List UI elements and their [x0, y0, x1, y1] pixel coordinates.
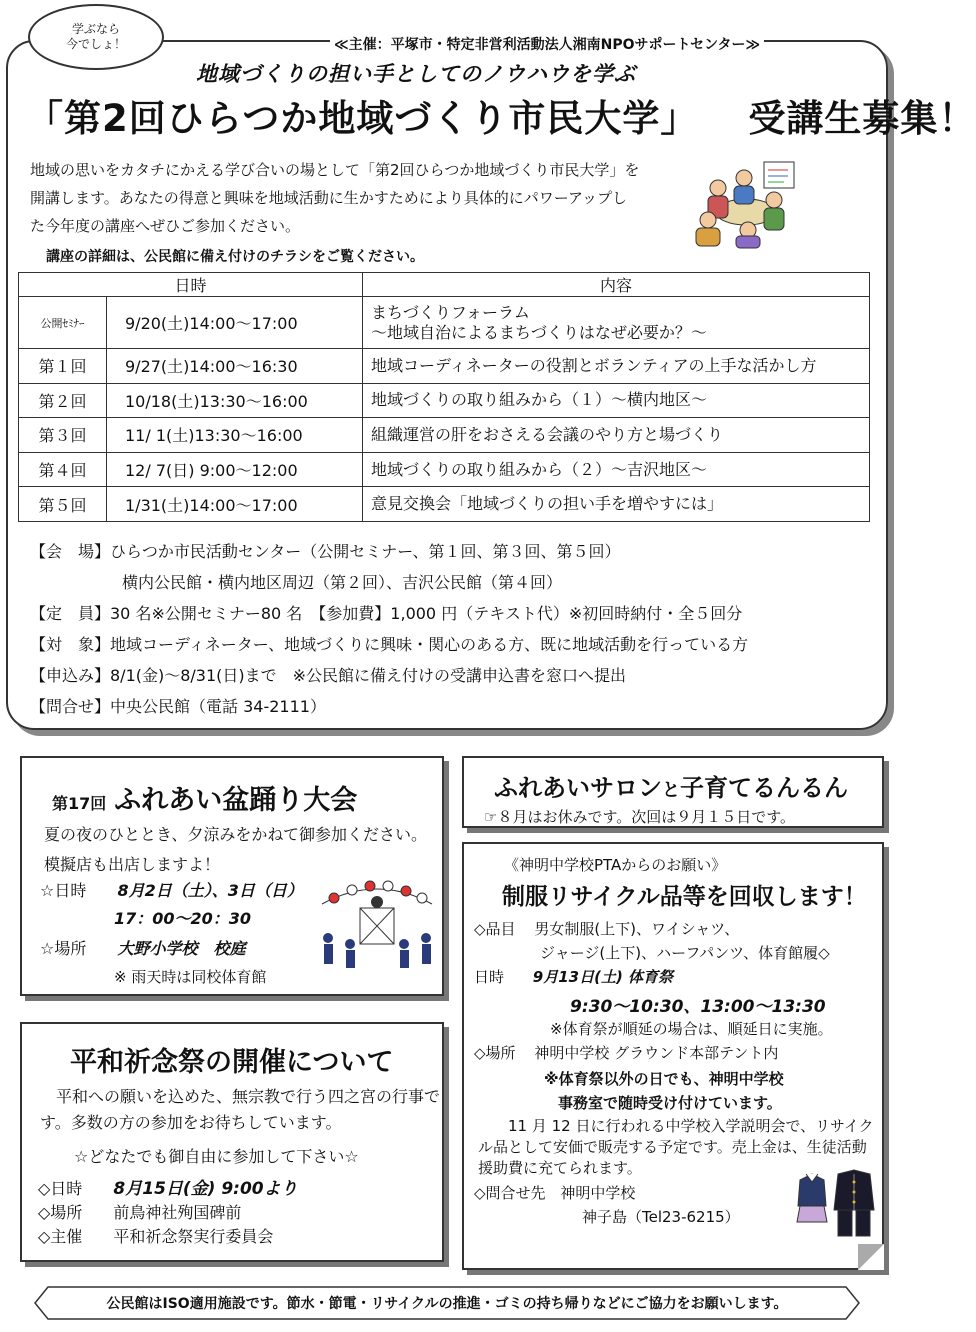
salon-title-a: ふれあいサロン: [494, 774, 662, 802]
session-number: 第１回: [19, 349, 107, 384]
table-row: [19, 349, 870, 384]
bon-title-small: 第17回: [52, 794, 107, 813]
bon-rain-note: ※ 雨天時は同校体育館: [114, 968, 267, 986]
session-content: 地域コーディネーターの役割とボランティアの上手な活かし方: [363, 349, 870, 384]
bon-date: 8月2日（土）、3日（日）: [117, 881, 303, 900]
items-label: ◇品目: [474, 920, 516, 938]
bon-date-label: ☆日時: [40, 881, 87, 900]
peace-free-note: ☆どなたでも御自由に参加して下さい☆: [74, 1147, 359, 1166]
info-block: [30, 536, 880, 722]
venue-line1: 【会 場】ひらつか市民活動センター（公開セミナー、第１回、第３回、第５回）: [30, 542, 621, 561]
contact-line1: 神明中学校: [560, 1184, 636, 1202]
capacity-line: 【定 員】30 名※公開セミナー80 名 【参加費】1,000 円（テキスト代）※初回時納付・全５回分: [30, 604, 743, 623]
page-curl: [858, 1244, 884, 1270]
meeting-illustration: [688, 158, 800, 250]
intro-text: 地域の思いをカタチにかえる学び合いの場として「第2回ひらつか地域づくり市民大学」を開講します。あなたの得意と興味を地域活動に生かすためにより具体的にパワーアップした今年度の講座へぜひご参加ください。: [30, 161, 640, 235]
date-label: 日時: [474, 968, 505, 986]
session-number: 第４回: [19, 452, 107, 487]
peace-title: 平和祈念祭の開催について: [70, 1047, 394, 1078]
peace-place-row: [38, 1200, 241, 1223]
bon-place: 大野小学校 校庭: [117, 939, 246, 958]
session-content: 地域づくりの取り組みから（１）～横内地区～: [363, 383, 870, 418]
bon-text: 夏の夜のひととき、夕涼みをかねて御参加ください。模擬店も出店しますよ！: [44, 825, 427, 874]
subtitle: 地域づくりの担い手としてのノウハウを学ぶ: [196, 62, 636, 86]
venue-line2: 横内公民館・横内地区周辺（第２回）、吉沢公民館（第４回）: [122, 573, 563, 592]
salon-box: [462, 756, 884, 828]
detail-note: 講座の詳細は、公民館に備え付けのチラシをご覧ください。: [46, 249, 424, 265]
uniform-illustration: [794, 1166, 880, 1238]
bubble-line1: 学ぶなら: [71, 22, 120, 36]
apply-line: 【申込み】8/1(金)～8/31(日)まで ※公民館に備え付けの受講申込書を窓口へ提出: [30, 666, 627, 685]
peace-date-row: [38, 1174, 298, 1199]
schedule-table: [18, 272, 870, 522]
uniform-contact-row: [474, 1182, 635, 1203]
bon-place-row: [40, 936, 245, 959]
content-line1: まちづくりフォーラム: [371, 302, 530, 322]
peace-place: 前鳥神社殉国碑前: [113, 1203, 242, 1222]
session-content: 意見交換会「地域づくりの担い手を増やすには」: [363, 487, 870, 522]
peace-date-label: ◇日時: [38, 1179, 83, 1198]
session-content: 組織運営の肝をおさえる会議のやり方と場づくり: [363, 418, 870, 453]
uniform-date: 9月13日(土) 体育祭: [532, 968, 674, 986]
header-date: 日時: [19, 273, 363, 297]
bon-place-label: ☆場所: [40, 939, 87, 958]
table-row: [19, 383, 870, 418]
session-number: 公開ｾﾐﾅｰ: [19, 297, 107, 349]
peace-host-row: [38, 1224, 273, 1247]
table-row: [19, 418, 870, 453]
bon-title: [52, 778, 357, 817]
footer-banner: [34, 1286, 860, 1320]
contact-line: 【問合せ】中央公民館（電話 34-2111）: [30, 697, 326, 716]
bon-odori-box: [20, 756, 444, 996]
session-date: 10/18(土)13:30～16:00: [107, 383, 363, 418]
place-label: ◇場所: [474, 1044, 516, 1062]
session-content: [363, 297, 870, 349]
salon-title: [494, 768, 848, 803]
table-row: [19, 297, 870, 349]
peace-place-label: ◇場所: [38, 1203, 83, 1222]
session-number: 第３回: [19, 418, 107, 453]
session-number: 第２回: [19, 383, 107, 418]
session-date: 12/ 7(日) 9:00～12:00: [107, 452, 363, 487]
session-date: 9/27(土)14:00～16:30: [107, 349, 363, 384]
header-content: 内容: [363, 273, 870, 297]
uniform-title: 制服リサイクル品等を回収します！: [502, 884, 867, 910]
salon-title-b: 子育てるんるん: [680, 774, 848, 802]
uniform-text: 11 月 12 日に行われる中学校入学説明会で、リサイクル品として安価で販売する予定です。売上金は、生徒活動援助費に充てられます。: [478, 1117, 874, 1177]
bon-time: 17：00～20：30: [114, 909, 252, 928]
peace-host: 平和祈念祭実行委員会: [113, 1227, 274, 1246]
uniform-note: ※体育祭が順延の場合は、順延日に実施。: [550, 1020, 833, 1038]
session-number: 第５回: [19, 487, 107, 522]
bubble-line2: 今でしょ！: [65, 37, 126, 51]
table-row: [19, 487, 870, 522]
uniform-time: 9:30～10:30、13:00～13:30: [570, 997, 826, 1017]
peace-festival-box: [20, 1022, 444, 1262]
bon-odori-illustration: [312, 874, 442, 972]
session-date: 1/31(土)14:00～17:00: [107, 487, 363, 522]
items-line2: ジャージ(上下)、ハーフパンツ、体育館履◇: [540, 944, 830, 962]
target-line: 【対 象】地域コーディネーター、地域づくりに興味・関心のある方、既に地域活動を行っている方: [30, 635, 749, 654]
salon-title-to: と: [662, 780, 680, 801]
uniform-subtitle: 《神明中学校PTAからのお願い》: [504, 856, 727, 874]
speech-bubble: [28, 4, 164, 70]
uniform-items-row: [474, 918, 739, 939]
page-title: [26, 88, 976, 142]
contact-line2: 神子島（Tel23-6215）: [582, 1208, 740, 1226]
bon-date-row: [40, 878, 303, 901]
items-line1: 男女制服(上下)、ワイシャツ、: [534, 920, 740, 938]
peace-text: 平和への願いを込めた、無宗教で行う四之宮の行事です。多数の方の参加をお待ちしています。: [40, 1087, 441, 1132]
sponsor-text: ≪主催：平塚市・特定非営利活動法人湘南NPOサポートセンター≫: [330, 34, 764, 54]
session-date: 9/20(土)14:00～17:00: [107, 297, 363, 349]
session-date: 11/ 1(土)13:30～16:00: [107, 418, 363, 453]
footer-text: 公民館はISO適用施設です。節水・節電・リサイクルの推進・ゴミの持ち帰りなどにご協力をお願いします。: [106, 1296, 788, 1312]
contact-label: ◇問合せ先: [474, 1184, 546, 1202]
table-header-row: [19, 273, 870, 297]
table-row: [19, 452, 870, 487]
uniform-place-row: [474, 1042, 778, 1063]
title-suffix: 受講生募集！: [748, 97, 976, 140]
salon-text: ☞８月はお休みです。次回は９月１５日です。: [484, 808, 796, 826]
uniform-place: 神明中学校 グラウンド本部テント内: [534, 1044, 779, 1062]
uniform-box: [462, 842, 884, 1270]
uniform-bold-note2: 事務室で随時受け付けています。: [558, 1094, 782, 1112]
session-content: 地域づくりの取り組みから（２）～吉沢地区～: [363, 452, 870, 487]
uniform-date-row: [474, 966, 673, 987]
bon-title-main: ふれあい盆踊り大会: [114, 785, 358, 816]
peace-host-label: ◇主催: [38, 1227, 83, 1246]
content-line2: ～地域自治によるまちづくりはなぜ必要か？～: [371, 322, 707, 342]
peace-date: 8月15日(金) 9:00より: [113, 1179, 298, 1199]
uniform-bold-note1: ※体育祭以外の日でも、神明中学校: [544, 1070, 784, 1088]
title-main: 「第2回ひらつか地域づくり市民大学」: [26, 97, 699, 140]
